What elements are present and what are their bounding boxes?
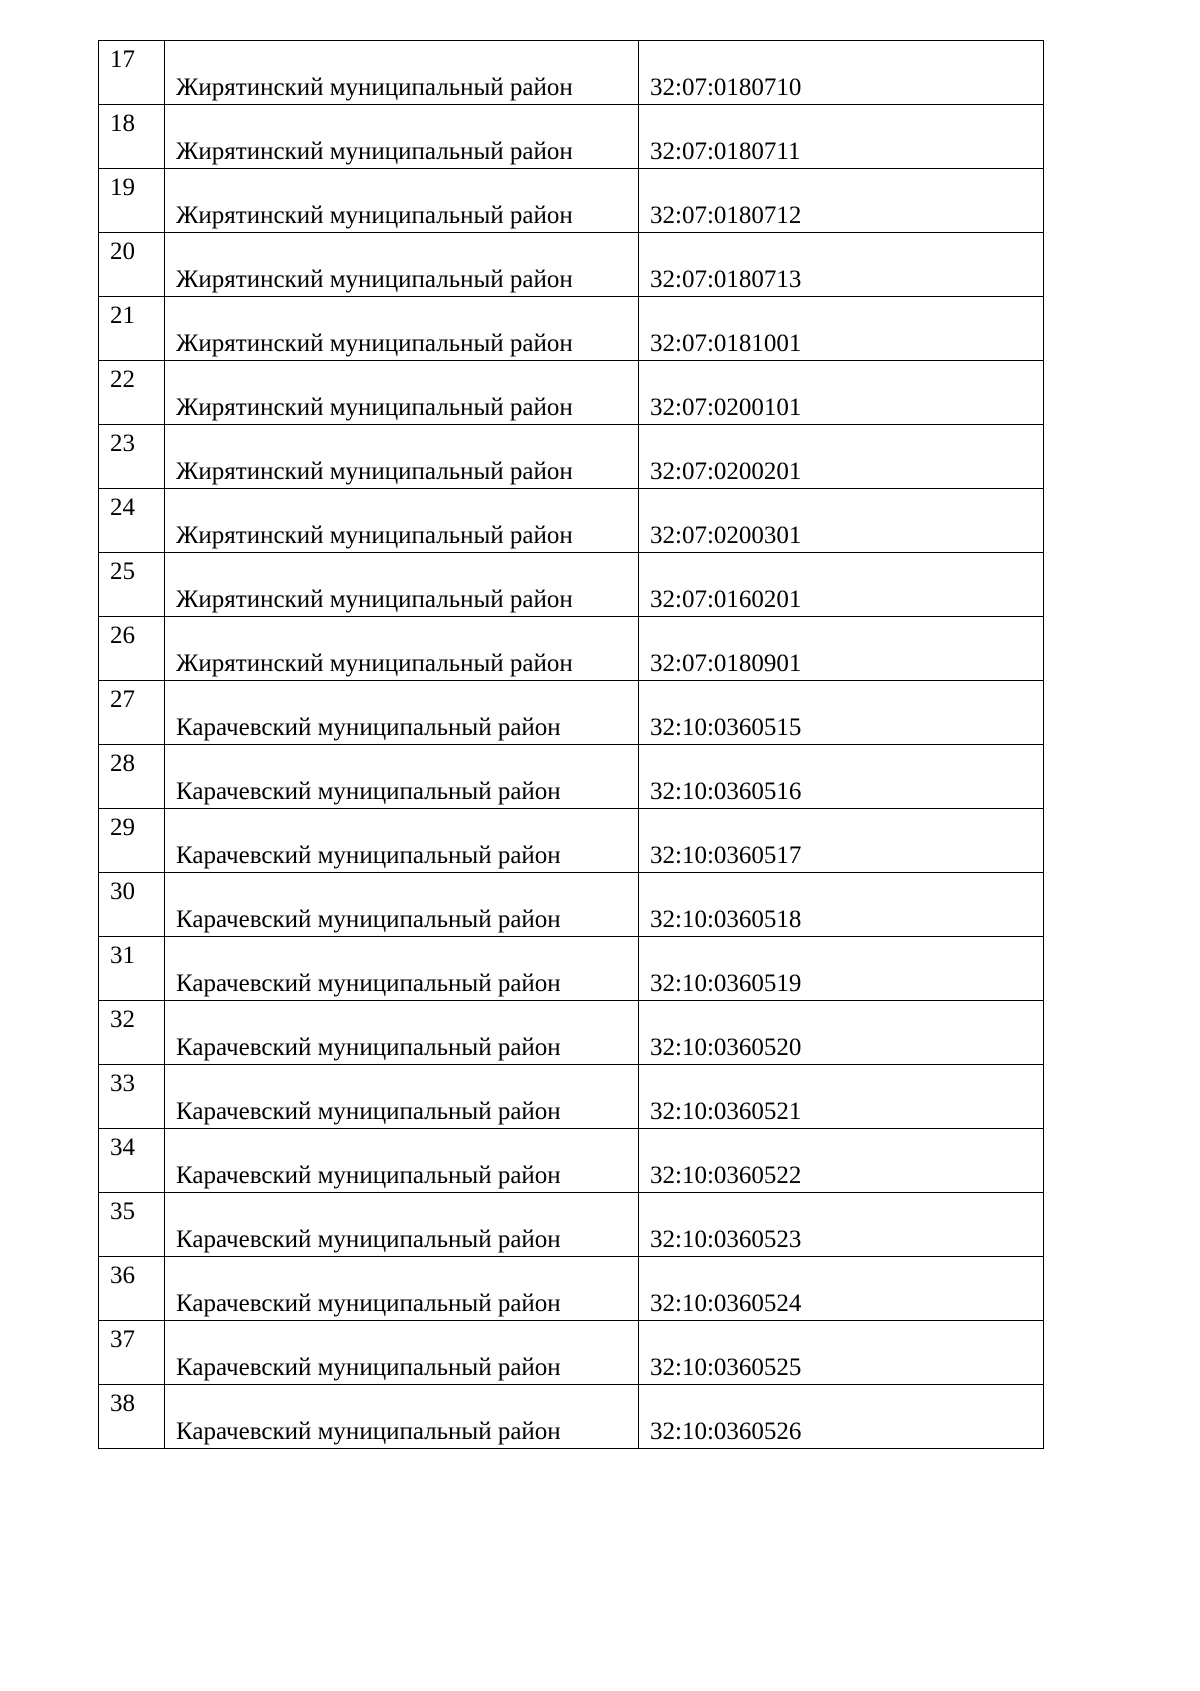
cadastral-code-text: 32:07:0200301 — [650, 522, 802, 549]
cadastral-code-cell — [639, 41, 1044, 105]
row-number-text: 26 — [110, 622, 135, 649]
row-number-cell — [99, 937, 165, 1001]
cadastral-code-text: 32:10:0360515 — [650, 714, 802, 741]
cadastral-code-text: 32:07:0180711 — [650, 138, 801, 165]
row-number-cell — [99, 169, 165, 233]
table-body — [99, 41, 1044, 1449]
cadastral-code-cell — [639, 489, 1044, 553]
district-name-text: Жирятинский муниципальный район — [176, 138, 573, 165]
row-number-text: 35 — [110, 1198, 135, 1225]
cadastral-code-text: 32:10:0360524 — [650, 1290, 802, 1317]
district-name-cell — [165, 169, 639, 233]
table-row — [99, 873, 1044, 937]
row-number-text: 20 — [110, 238, 135, 265]
district-name-text: Карачевский муниципальный район — [176, 1098, 561, 1125]
district-name-cell — [165, 105, 639, 169]
table-row — [99, 297, 1044, 361]
district-name-text: Карачевский муниципальный район — [176, 1290, 561, 1317]
cadastral-code-cell — [639, 937, 1044, 1001]
cadastral-code-text: 32:07:0180710 — [650, 74, 802, 101]
cadastral-code-cell — [639, 1001, 1044, 1065]
table-row — [99, 617, 1044, 681]
row-number-cell — [99, 1257, 165, 1321]
row-number-text: 22 — [110, 366, 135, 393]
district-name-cell — [165, 873, 639, 937]
district-name-cell — [165, 1321, 639, 1385]
cadastral-code-cell — [639, 169, 1044, 233]
district-name-text: Жирятинский муниципальный район — [176, 394, 573, 421]
district-name-cell — [165, 489, 639, 553]
district-name-cell — [165, 809, 639, 873]
table-row — [99, 937, 1044, 1001]
cadastral-code-text: 32:10:0360526 — [650, 1418, 802, 1445]
cadastral-code-text: 32:07:0180712 — [650, 202, 802, 229]
row-number-text: 25 — [110, 558, 135, 585]
district-name-cell — [165, 297, 639, 361]
row-number-text: 28 — [110, 750, 135, 777]
cadastral-code-text: 32:10:0360522 — [650, 1162, 802, 1189]
table-row — [99, 1257, 1044, 1321]
district-name-text: Жирятинский муниципальный район — [176, 330, 573, 357]
district-name-cell — [165, 1001, 639, 1065]
cadastral-code-text: 32:10:0360520 — [650, 1034, 802, 1061]
district-name-text: Карачевский муниципальный район — [176, 1418, 561, 1445]
row-number-text: 32 — [110, 1006, 135, 1033]
district-name-text: Карачевский муниципальный район — [176, 1034, 561, 1061]
row-number-cell — [99, 425, 165, 489]
district-name-cell — [165, 41, 639, 105]
district-name-cell — [165, 937, 639, 1001]
cadastral-code-text: 32:10:0360521 — [650, 1098, 802, 1125]
row-number-cell — [99, 297, 165, 361]
district-name-cell — [165, 1065, 639, 1129]
district-name-text: Карачевский муниципальный район — [176, 970, 561, 997]
row-number-cell — [99, 1001, 165, 1065]
row-number-text: 24 — [110, 494, 135, 521]
cadastral-code-cell — [639, 297, 1044, 361]
cadastral-code-text: 32:10:0360525 — [650, 1354, 802, 1381]
row-number-text: 18 — [110, 110, 135, 137]
district-name-text: Карачевский муниципальный район — [176, 1162, 561, 1189]
district-name-cell — [165, 1193, 639, 1257]
district-name-text: Карачевский муниципальный район — [176, 778, 561, 805]
row-number-text: 27 — [110, 686, 135, 713]
cadastral-code-cell — [639, 1385, 1044, 1449]
cadastral-code-cell — [639, 745, 1044, 809]
row-number-cell — [99, 1193, 165, 1257]
table-row — [99, 681, 1044, 745]
table-row — [99, 41, 1044, 105]
district-name-cell — [165, 1385, 639, 1449]
table-row — [99, 1129, 1044, 1193]
table-row — [99, 233, 1044, 297]
cadastral-code-cell — [639, 105, 1044, 169]
table-row — [99, 169, 1044, 233]
row-number-cell — [99, 617, 165, 681]
row-number-text: 21 — [110, 302, 135, 329]
table-row — [99, 105, 1044, 169]
cadastral-code-cell — [639, 361, 1044, 425]
cadastral-code-text: 32:10:0360516 — [650, 778, 802, 805]
district-name-text: Жирятинский муниципальный район — [176, 586, 573, 613]
row-number-text: 19 — [110, 174, 135, 201]
row-number-cell — [99, 1385, 165, 1449]
table-row — [99, 809, 1044, 873]
table-row — [99, 745, 1044, 809]
cadastral-code-cell — [639, 553, 1044, 617]
table-row — [99, 553, 1044, 617]
table-row — [99, 1001, 1044, 1065]
cadastral-code-cell — [639, 1129, 1044, 1193]
row-number-cell — [99, 1065, 165, 1129]
row-number-text: 23 — [110, 430, 135, 457]
table-row — [99, 1385, 1044, 1449]
row-number-text: 37 — [110, 1326, 135, 1353]
row-number-cell — [99, 41, 165, 105]
cadastral-code-cell — [639, 617, 1044, 681]
table-row — [99, 1193, 1044, 1257]
district-name-cell — [165, 745, 639, 809]
row-number-cell — [99, 489, 165, 553]
cadastral-code-text: 32:10:0360518 — [650, 906, 802, 933]
row-number-text: 31 — [110, 942, 135, 969]
row-number-cell — [99, 745, 165, 809]
cadastral-code-text: 32:10:0360517 — [650, 842, 802, 869]
row-number-cell — [99, 873, 165, 937]
cadastral-code-text: 32:07:0180713 — [650, 266, 802, 293]
district-name-text: Жирятинский муниципальный район — [176, 74, 573, 101]
district-name-text: Карачевский муниципальный район — [176, 1354, 561, 1381]
row-number-text: 33 — [110, 1070, 135, 1097]
district-name-text: Карачевский муниципальный район — [176, 906, 561, 933]
row-number-text: 38 — [110, 1390, 135, 1417]
district-name-text: Жирятинский муниципальный район — [176, 522, 573, 549]
cadastral-code-cell — [639, 233, 1044, 297]
cadastral-code-cell — [639, 1257, 1044, 1321]
district-name-text: Карачевский муниципальный район — [176, 1226, 561, 1253]
cadastral-code-cell — [639, 1321, 1044, 1385]
cadastral-code-text: 32:07:0200101 — [650, 394, 802, 421]
cadastral-code-text: 32:07:0180901 — [650, 650, 802, 677]
cadastral-code-cell — [639, 809, 1044, 873]
district-name-cell — [165, 553, 639, 617]
cadastral-code-text: 32:07:0200201 — [650, 458, 802, 485]
district-name-text: Жирятинский муниципальный район — [176, 202, 573, 229]
cadastral-code-cell — [639, 1065, 1044, 1129]
district-name-cell — [165, 617, 639, 681]
district-name-cell — [165, 1129, 639, 1193]
district-name-text: Карачевский муниципальный район — [176, 842, 561, 869]
row-number-cell — [99, 681, 165, 745]
table-row — [99, 489, 1044, 553]
district-name-text: Жирятинский муниципальный район — [176, 458, 573, 485]
table-row — [99, 1065, 1044, 1129]
cadastral-code-cell — [639, 1193, 1044, 1257]
district-name-cell — [165, 681, 639, 745]
district-name-cell — [165, 425, 639, 489]
row-number-cell — [99, 809, 165, 873]
cadastral-code-text: 32:10:0360519 — [650, 970, 802, 997]
row-number-cell — [99, 361, 165, 425]
cadastral-code-text: 32:07:0160201 — [650, 586, 802, 613]
table-row — [99, 425, 1044, 489]
row-number-text: 17 — [110, 46, 135, 73]
table-row — [99, 1321, 1044, 1385]
cadastral-code-text: 32:10:0360523 — [650, 1226, 802, 1253]
cadastral-code-cell — [639, 873, 1044, 937]
row-number-text: 34 — [110, 1134, 135, 1161]
row-number-cell — [99, 105, 165, 169]
cadastral-code-cell — [639, 425, 1044, 489]
district-name-text: Карачевский муниципальный район — [176, 714, 561, 741]
row-number-text: 29 — [110, 814, 135, 841]
row-number-cell — [99, 553, 165, 617]
row-number-cell — [99, 1321, 165, 1385]
row-number-text: 36 — [110, 1262, 135, 1289]
cadastral-code-text: 32:07:0181001 — [650, 330, 802, 357]
district-name-text: Жирятинский муниципальный район — [176, 650, 573, 677]
table-row — [99, 361, 1044, 425]
row-number-cell — [99, 233, 165, 297]
cadastral-code-cell — [639, 681, 1044, 745]
row-number-cell — [99, 1129, 165, 1193]
district-name-text: Жирятинский муниципальный район — [176, 266, 573, 293]
cadastral-table — [98, 40, 1044, 1449]
district-name-cell — [165, 233, 639, 297]
row-number-text: 30 — [110, 878, 135, 905]
district-name-cell — [165, 361, 639, 425]
district-name-cell — [165, 1257, 639, 1321]
